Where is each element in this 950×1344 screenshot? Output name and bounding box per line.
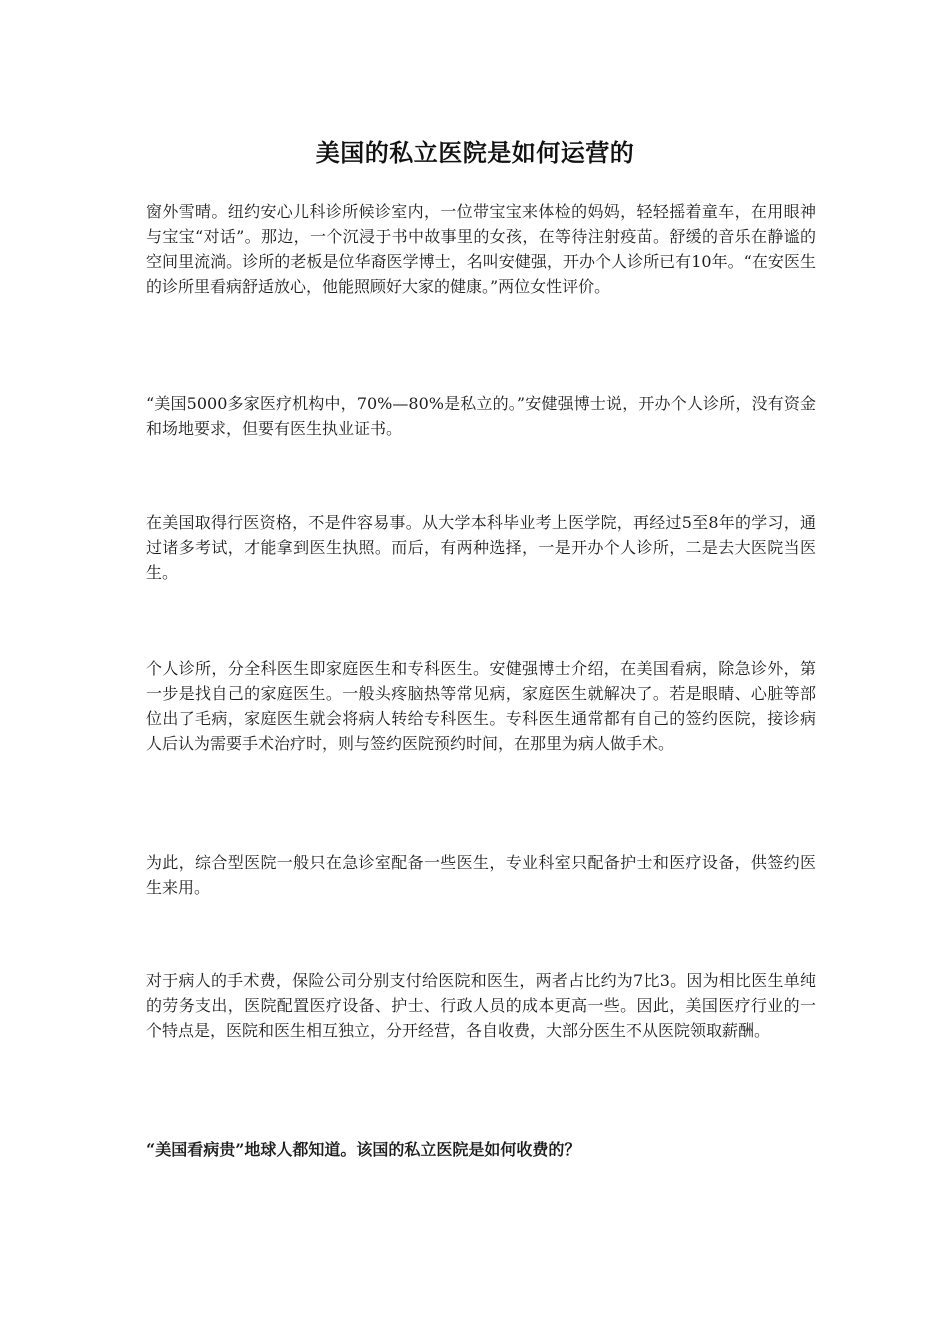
paragraph-surgery-fees: 对于病人的手术费，保险公司分别支付给医院和医生，两者占比约为7比3。因为相比医生单纯的劳务支出，医院配置医疗设备、护士、行政人员的成本更高一些。因此，美国医疗行业的一个特点是，医院和医生相互独立，分开经营，各自收费，大部分医生不从医院领取薪酬。 bbox=[146, 971, 816, 1040]
paragraph-doctor-types: 个人诊所，分全科医生即家庭医生和专科医生。安健强博士介绍，在美国看病，除急诊外，第一步是找自己的家庭医生。一般头疼脑热等常见病，家庭医生就解决了。若是眼睛、心脏等部位出了毛病，家庭医生就会将病人转给专科医生。专科医生通常都有自己的签约医院，接诊病人后认为需要手术治疗时，则与签约医院预约时间，在那里为病人做手术。 bbox=[146, 659, 816, 753]
paragraph-hospital-staffing: 为此，综合型医院一般只在急诊室配备一些医生，专业科室只配备护士和医疗设备，供签约医生来用。 bbox=[146, 853, 816, 897]
paragraph-question-heading: “美国看病贵”地球人都知道。该国的私立医院是如何收费的？ bbox=[146, 1140, 581, 1159]
paragraph-private-share: “美国5000多家医疗机构中，70%—80%是私立的。”安健强博士说，开办个人诊所，没有资金和场地要求，但要有医生执业证书。 bbox=[146, 394, 816, 438]
paragraph-license: 在美国取得行医资格，不是件容易事。从大学本科毕业考上医学院，再经过5至8年的学习，通过诸多考试，才能拿到医生执照。而后，有两种选择，一是开办个人诊所，二是去大医院当医生。 bbox=[146, 513, 816, 582]
document-title: 美国的私立医院是如何运营的 bbox=[315, 138, 635, 167]
paragraph-clinic-scene: 窗外雪晴。纽约安心儿科诊所候诊室内，一位带宝宝来体检的妈妈，轻轻摇着童车，在用眼神与宝宝“对话”。那边，一个沉浸于书中故事里的女孩，在等待注射疫苗。舒缓的音乐在静谧的空间里流淌。诊所的老板是位华裔医学博士，名叫安健强，开办个人诊所已有10年。“在安医生的诊所里看病舒适放心，他能照顾好大家的健康。”两位女性评价。 bbox=[146, 202, 816, 296]
